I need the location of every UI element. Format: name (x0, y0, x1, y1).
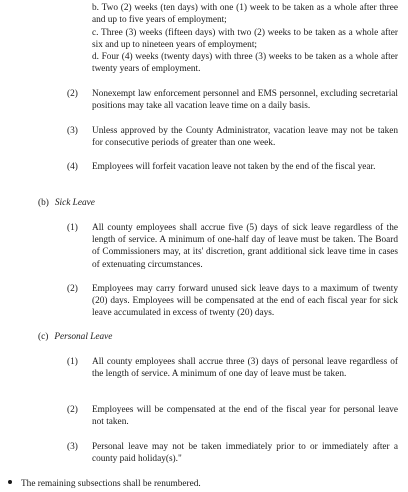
section-title: Sick Leave (54, 198, 95, 208)
section-heading-sick-leave (38, 197, 95, 209)
paragraph-number: (4) (67, 162, 78, 172)
paragraph-text: All county employees shall accrue five (5) days of sick leave regardless of the length of service. A minimum of one-half day of leave must be taken. The Board of Commissioners may, at its' discretion, grant additional sick leave time in cases of extenuating circumstances. (92, 223, 398, 270)
paragraph-text: Employees will forfeit vacation leave not taken by the end of the fiscal year. (92, 162, 376, 172)
paragraph-number: (1) (67, 357, 78, 367)
paragraph-number: (1) (67, 223, 78, 233)
footer-note-text: The remaining subsections shall be renumbered. (21, 479, 201, 489)
paragraph-number: (2) (67, 89, 78, 99)
leave-item-c: c. Three (3) weeks (fifteen days) with two (2) weeks to be taken as a whole after six and up to nineteen years of employment; (92, 28, 398, 51)
section-letter: (c) (38, 332, 49, 342)
paragraph-text: All county employees shall accrue three (3) days of personal leave regardless of the length of service. A minimum of one day of leave must be taken. (92, 357, 398, 380)
paragraph-number: (3) (67, 442, 78, 452)
paragraph-text: Unless approved by the County Administrator, vacation leave may not be taken for consecutive periods of greater than one week. (92, 126, 398, 149)
footer-bullet-note (8, 478, 398, 490)
paragraph-text: Employees will be compensated at the end of the fiscal year for personal leave not taken. (92, 405, 398, 428)
paragraph-text: Nonexempt law enforcement personnel and EMS personnel, excluding secretarial positions may take all vacation leave time on a daily basis. (92, 89, 398, 112)
paragraph-number: (2) (67, 405, 78, 415)
section-letter: (b) (38, 198, 49, 208)
paragraph-number: (3) (67, 126, 78, 136)
bullet-icon (8, 480, 12, 484)
paragraph-number: (2) (67, 284, 78, 294)
paragraph-text: Personal leave may not be taken immediately prior to or immediately after a county paid holiday(s)." (92, 442, 398, 465)
section-heading-personal-leave (38, 331, 112, 343)
paragraph-text: Employees may carry forward unused sick leave days to a maximum of twenty (20) days. Employees will be compensated at the end of each fiscal year for sick leave accumulated in excess of twenty (20) days. (92, 284, 398, 319)
leave-item-b: b. Two (2) weeks (ten days) with one (1) week to be taken as a whole after three and up to five years of employment; (92, 3, 398, 26)
leave-item-d: d. Four (4) weeks (twenty days) with three (3) weeks to be taken as a whole after twenty years of employment. (92, 52, 398, 75)
section-title: Personal Leave (54, 332, 113, 342)
